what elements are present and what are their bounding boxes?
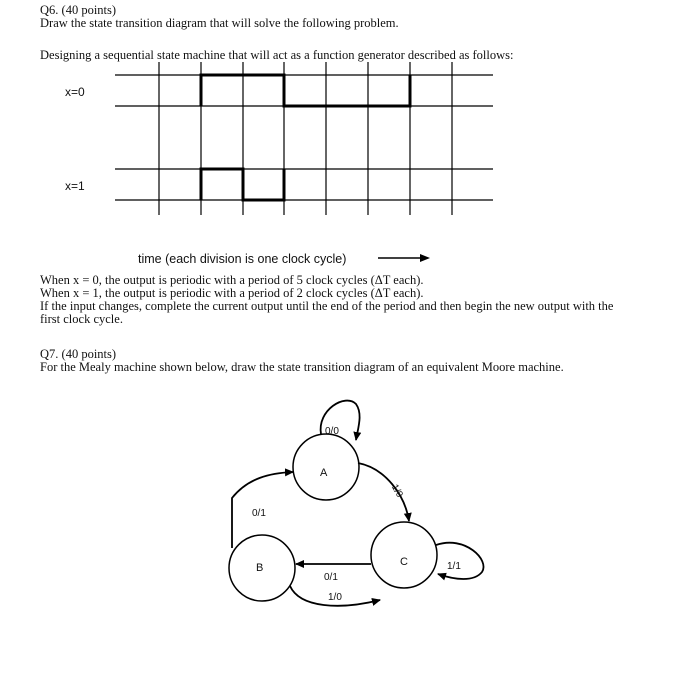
state-b-label: B [256,562,264,574]
q7-heading: Q7. (40 points) [40,347,117,361]
q6-description: Designing a sequential state machine that will act as a function generator described as follows: [40,48,514,62]
b-to-c-label: 1/0 [328,592,342,603]
q6-instruction: Draw the state transition diagram that will solve the following problem. [40,16,399,30]
time-axis-label: time (each division is one clock cycle) [138,252,347,266]
q6-heading: Q6. (40 points) [40,3,117,17]
q6-line1: When x = 0, the output is periodic with a period of 5 clock cycles (ΔT each). [40,273,424,287]
label-x1: x=1 [65,179,85,193]
q6-line2: When x = 1, the output is periodic with a period of 2 clock cycles (ΔT each). [40,286,424,300]
c-to-b-label: 0/1 [324,572,338,583]
a-to-c-label: 1/0 [388,482,406,500]
q6-line4: first clock cycle. [40,312,123,326]
state-a-label: A [320,467,328,479]
q6-line3: If the input changes, complete the current output until the end of the period and then begin the new output with the [40,299,614,313]
self-loop-a-label: 0/0 [325,426,339,437]
q7-instruction: For the Mealy machine shown below, draw the state transition diagram of an equivalent Moore machine. [40,360,564,374]
self-loop-c-label: 1/1 [447,561,461,572]
state-c-label: C [400,556,408,568]
b-to-a-label: 0/1 [252,508,266,519]
label-x0: x=0 [65,85,85,99]
state-c-circle [371,522,437,588]
